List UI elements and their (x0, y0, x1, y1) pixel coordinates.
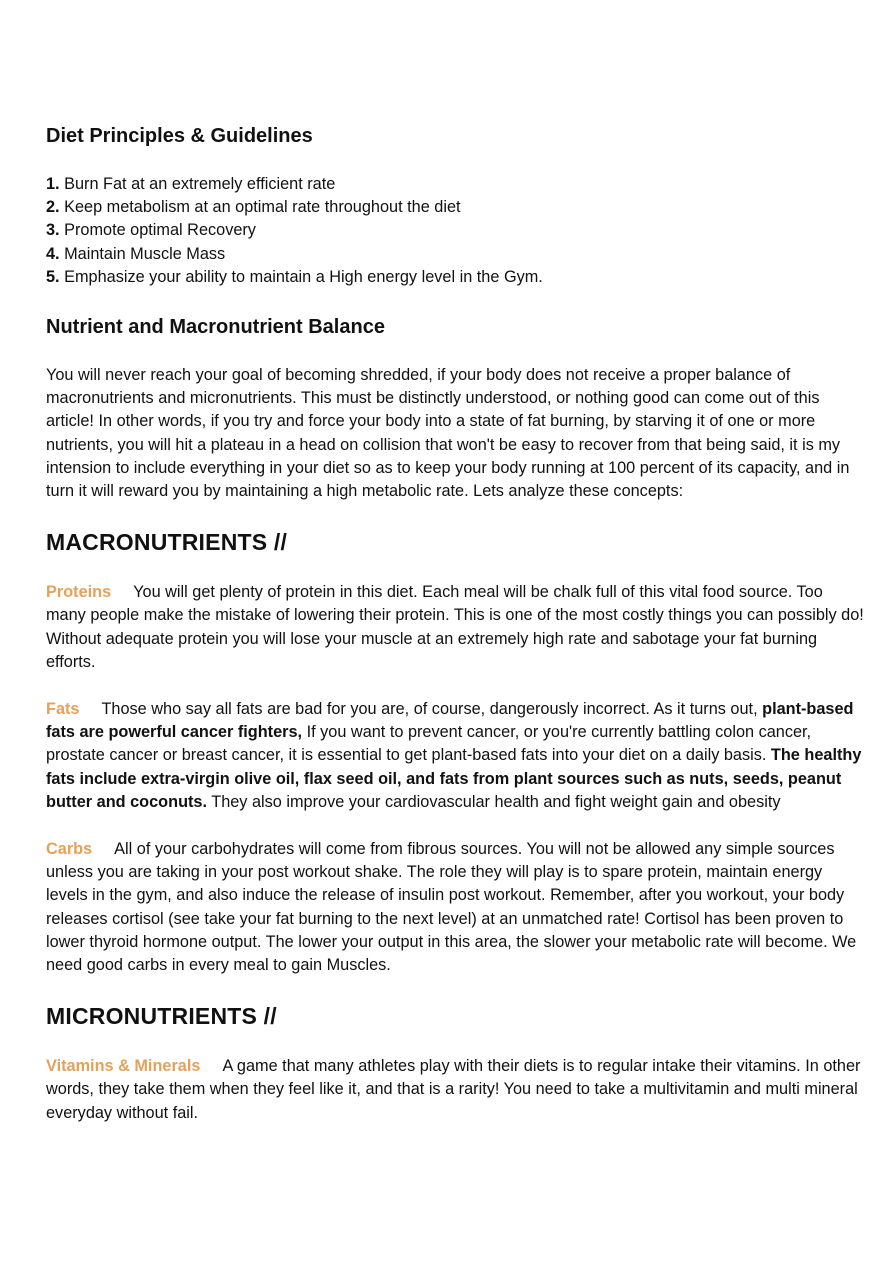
proteins-paragraph (46, 581, 866, 674)
principles-heading: Diet Principles & Guidelines (46, 125, 313, 147)
list-item: 2. Keep metabolism at an optimal rate throughout the diet (46, 198, 461, 217)
balance-heading: Nutrient and Macronutrient Balance (46, 316, 385, 339)
micronutrients-heading: MICRONUTRIENTS // (46, 1003, 277, 1030)
principles-list (46, 173, 866, 289)
proteins-label: Proteins (46, 583, 112, 602)
fats-paragraph: Fats Those who say all fats are bad for you are, of course, dangerously incorrect. As it turns out, plant-based fats are powerful cancer fighters, If you want to prevent cancer, or you're currently battling colon cancer, prostate cancer or breast cancer, it is essential to get plant-based fats into your diet on a daily basis. The healthy fats include extra-virgin olive oil, flax seed oil, and fats from plant sources such as nuts, seeds, peanut butter and coconuts. They also improve your cardiovascular health and fight weight gain and obesity (46, 700, 862, 811)
fats-label: Fats (46, 700, 80, 719)
list-item: 4. Maintain Muscle Mass (46, 244, 226, 263)
list-item: 3. Promote optimal Recovery (46, 221, 256, 240)
balance-paragraph: You will never reach your goal of becoming shredded, if your body does not receive a proper balance of macronutrients and micronutrients. This must be distinctly understood, or nothing good can come out of this article! In other words, if you try and force your body into a state of fat burning, by starving it of one or more nutrients, you will hit a plateau in a head on collision that won't be easy to recover from that being said, it is my intension to include everything in your diet so as to keep your body running at 100 percent of its capacity, and in turn it will reward you by maintaining a high metabolic rate. Lets analyze these concepts: (46, 366, 850, 501)
macronutrients-heading: MACRONUTRIENTS // (46, 529, 288, 556)
proteins-text: You will get plenty of protein in this diet. Each meal will be chalk full of this vital food source. Too many people make the mistake of lowering their protein. This is one of the most costly things you can possibly do! Without adequate protein you will lose your muscle at an extremely high rate and sabotage your fat burning efforts. (46, 583, 864, 671)
carbs-label: Carbs (46, 840, 93, 859)
vitamins-label: Vitamins & Minerals (46, 1057, 201, 1076)
list-item: 5. Emphasize your ability to maintain a High energy level in the Gym. (46, 267, 543, 286)
vitamins-paragraph (46, 1055, 866, 1125)
list-item: 1. Burn Fat at an extremely efficient rate (46, 175, 336, 193)
vitamins-text: A game that many athletes play with their diets is to regular intake their vitamins. In other words, they take them when they feel like it, and that is a rarity! You need to take a multivitamin and multi mineral everyday without fail. (46, 1057, 861, 1122)
carbs-text: All of your carbohydrates will come from fibrous sources. You will not be allowed any simple sources unless you are taking in your post workout shake. The role they will play is to spare protein, maintain energy levels in the gym, and also induce the release of insulin post workout. Remember, after you workout, your body releases cortisol (see take your fat burning to the next level) at an unmatched rate! Cortisol has been proven to lower thyroid hormone output. The lower your output in this area, the slower your metabolic rate will become. We need good carbs in every meal to gain Muscles. (46, 840, 857, 975)
carbs-paragraph (46, 838, 866, 977)
fats-bold-1: plant-based fats are powerful cancer fighters, (46, 700, 854, 742)
document-page (46, 122, 866, 1125)
fats-bold-2: The healthy fats include extra-virgin olive oil, flax seed oil, and fats from plant sources such as nuts, seeds, peanut butter and coconuts. (46, 746, 862, 811)
